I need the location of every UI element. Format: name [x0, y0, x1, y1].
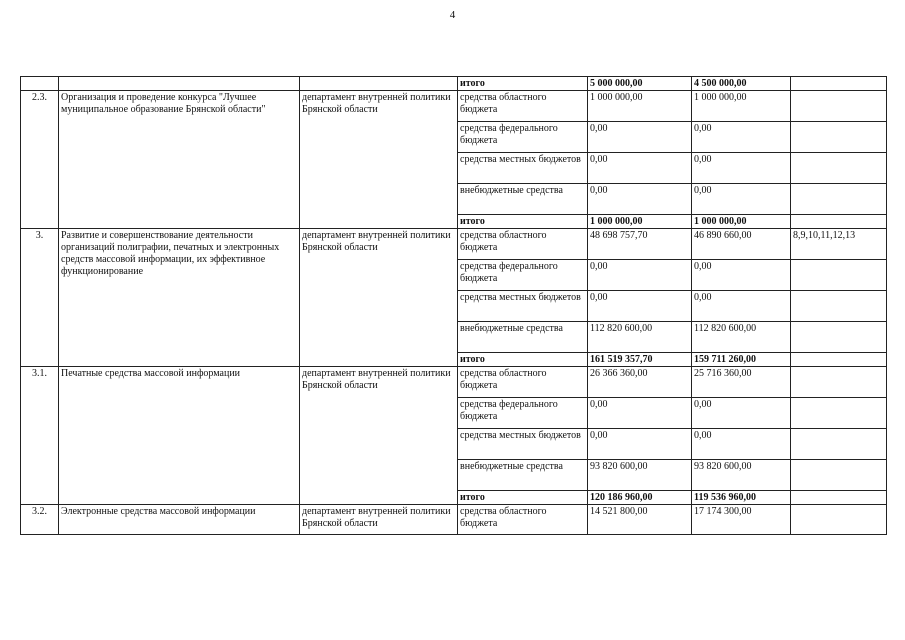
amount-cell: 1 000 000,00: [588, 215, 692, 229]
executor-cell: департамент внутренней политики Брянской области: [300, 91, 458, 229]
name-cell: Электронные средства массовой информации: [59, 505, 300, 535]
indicators-cell: [791, 215, 887, 229]
amount-cell: 0,00: [692, 184, 791, 215]
source-label-cell: средства областного бюджета: [458, 229, 588, 260]
source-label-cell: средства местных бюджетов: [458, 291, 588, 322]
indicators-cell: [791, 505, 887, 535]
num-cell: 3.1.: [21, 367, 59, 505]
amount-cell: 48 698 757,70: [588, 229, 692, 260]
amount-cell: 0,00: [692, 429, 791, 460]
name-cell: Развитие и совершенствование деятельности организаций полиграфии, печатных и электронных средств массовой информации, их эффективное функционирование: [59, 229, 300, 367]
name-cell: Печатные средства массовой информации: [59, 367, 300, 505]
executor-cell: департамент внутренней политики Брянской области: [300, 505, 458, 535]
indicators-cell: [791, 353, 887, 367]
amount-cell: 46 890 660,00: [692, 229, 791, 260]
indicators-cell: 8,9,10,11,12,13: [791, 229, 887, 260]
indicators-cell: [791, 291, 887, 322]
amount-cell: 112 820 600,00: [588, 322, 692, 353]
indicators-cell: [791, 77, 887, 91]
indicators-cell: [791, 91, 887, 122]
indicators-cell: [791, 153, 887, 184]
source-label-cell: средства областного бюджета: [458, 91, 588, 122]
amount-cell: 161 519 357,70: [588, 353, 692, 367]
amount-cell: 1 000 000,00: [692, 91, 791, 122]
amount-cell: 120 186 960,00: [588, 491, 692, 505]
amount-cell: 5 000 000,00: [588, 77, 692, 91]
table-row: [21, 229, 887, 260]
amount-cell: 0,00: [692, 291, 791, 322]
source-label-cell: итого: [458, 353, 588, 367]
amount-cell: 93 820 600,00: [588, 460, 692, 491]
indicators-cell: [791, 260, 887, 291]
budget-table: [20, 76, 887, 535]
table-row: [21, 77, 887, 91]
amount-cell: 0,00: [588, 398, 692, 429]
executor-cell: департамент внутренней политики Брянской области: [300, 367, 458, 505]
amount-cell: 4 500 000,00: [692, 77, 791, 91]
amount-cell: 17 174 300,00: [692, 505, 791, 535]
amount-cell: 93 820 600,00: [692, 460, 791, 491]
amount-cell: 14 521 800,00: [588, 505, 692, 535]
indicators-cell: [791, 122, 887, 153]
amount-cell: 26 366 360,00: [588, 367, 692, 398]
name-cell: [59, 77, 300, 91]
executor-cell: департамент внутренней политики Брянской области: [300, 229, 458, 367]
source-label-cell: средства федерального бюджета: [458, 260, 588, 291]
source-label-cell: средства областного бюджета: [458, 505, 588, 535]
source-label-cell: итого: [458, 77, 588, 91]
source-label-cell: итого: [458, 491, 588, 505]
amount-cell: 0,00: [588, 429, 692, 460]
amount-cell: 0,00: [588, 122, 692, 153]
page-number: 4: [449, 9, 456, 21]
amount-cell: 0,00: [692, 260, 791, 291]
indicators-cell: [791, 184, 887, 215]
num-cell: 3.: [21, 229, 59, 367]
source-label-cell: итого: [458, 215, 588, 229]
table-row: [21, 505, 887, 535]
table-row: [21, 91, 887, 122]
indicators-cell: [791, 491, 887, 505]
source-label-cell: средства местных бюджетов: [458, 429, 588, 460]
source-label-cell: внебюджетные средства: [458, 322, 588, 353]
table-row: [21, 367, 887, 398]
amount-cell: 1 000 000,00: [692, 215, 791, 229]
amount-cell: 0,00: [588, 260, 692, 291]
num-cell: 2.3.: [21, 91, 59, 229]
amount-cell: 1 000 000,00: [588, 91, 692, 122]
amount-cell: 0,00: [692, 122, 791, 153]
amount-cell: 25 716 360,00: [692, 367, 791, 398]
num-cell: [21, 77, 59, 91]
indicators-cell: [791, 398, 887, 429]
executor-cell: [300, 77, 458, 91]
source-label-cell: средства областного бюджета: [458, 367, 588, 398]
source-label-cell: средства местных бюджетов: [458, 153, 588, 184]
indicators-cell: [791, 429, 887, 460]
amount-cell: 0,00: [588, 184, 692, 215]
amount-cell: 0,00: [692, 153, 791, 184]
num-cell: 3.2.: [21, 505, 59, 535]
amount-cell: 0,00: [692, 398, 791, 429]
source-label-cell: средства федерального бюджета: [458, 122, 588, 153]
source-label-cell: внебюджетные средства: [458, 460, 588, 491]
amount-cell: 0,00: [588, 291, 692, 322]
amount-cell: 0,00: [588, 153, 692, 184]
indicators-cell: [791, 367, 887, 398]
amount-cell: 119 536 960,00: [692, 491, 791, 505]
amount-cell: 112 820 600,00: [692, 322, 791, 353]
source-label-cell: средства федерального бюджета: [458, 398, 588, 429]
name-cell: Организация и проведение конкурса "Лучшее муниципальное образование Брянской области": [59, 91, 300, 229]
source-label-cell: внебюджетные средства: [458, 184, 588, 215]
indicators-cell: [791, 460, 887, 491]
amount-cell: 159 711 260,00: [692, 353, 791, 367]
indicators-cell: [791, 322, 887, 353]
